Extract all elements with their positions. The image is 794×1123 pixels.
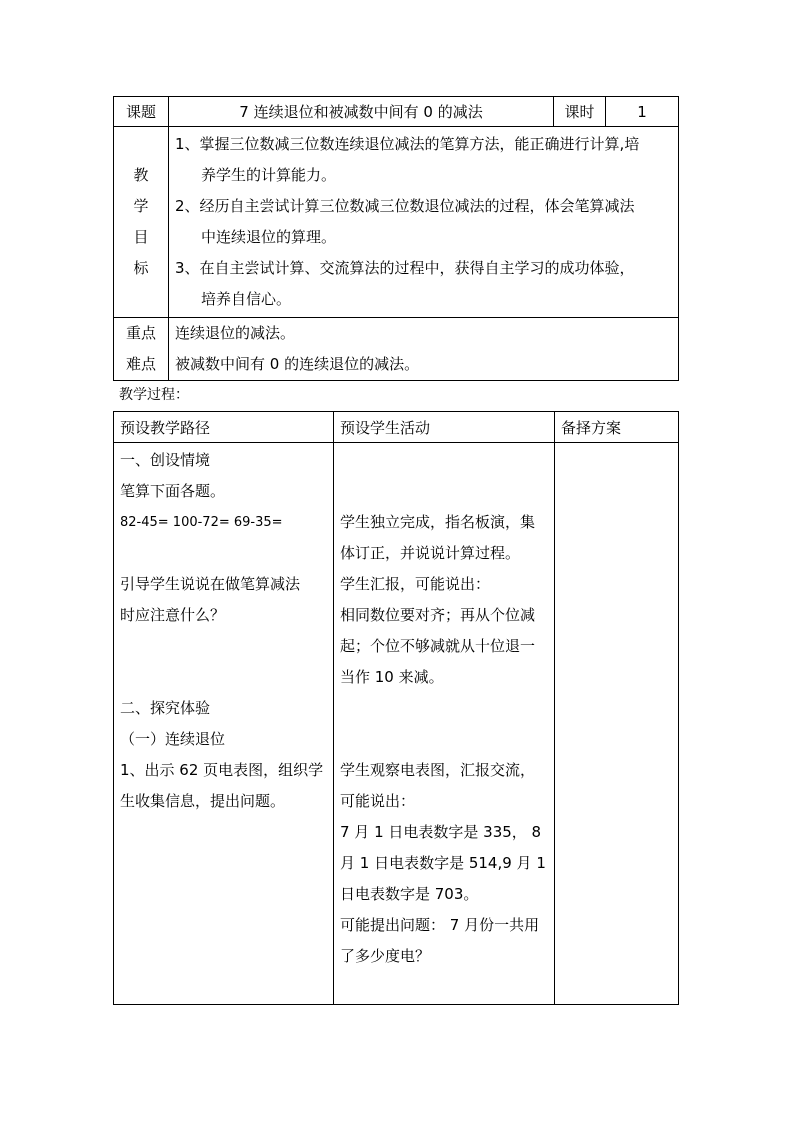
objectives-content [169, 127, 679, 318]
teacher-line: 引导学生说说在做笔算减法 [120, 575, 301, 593]
teacher-line: 82-45= 100-72= 69-35= [120, 515, 283, 530]
teacher-line: 生收集信息，提出问题。 [120, 792, 286, 810]
student-line [340, 724, 554, 755]
student-line: 了多少度电？ [340, 947, 431, 965]
teacher-line: 时应注意什么？ [120, 606, 226, 624]
objective-line: 3、在自主尝试计算、交流算法的过程中，获得自主学习的成功体验， [175, 259, 635, 277]
objective-item [169, 129, 678, 191]
objectives-label-char: 标 [133, 259, 149, 277]
header-alternative-plan: 备择方案 [555, 412, 679, 443]
teacher-line [120, 662, 333, 693]
hours-label: 课时 [554, 97, 606, 127]
teacher-line: 1、出示 62 页电表图，组织学 [120, 761, 324, 779]
objective-line: 培养自信心。 [201, 290, 292, 308]
teacher-line [120, 631, 333, 662]
teacher-line: 二、探究体验 [120, 699, 211, 717]
key-points-label [114, 318, 169, 381]
student-line: 当作 10 来减。 [340, 668, 444, 686]
student-line [340, 445, 554, 476]
student-line [340, 476, 554, 507]
student-line: 学生独立完成，指名板演，集 [340, 513, 536, 531]
header-student-activity: 预设学生活动 [334, 412, 555, 443]
student-line [340, 693, 554, 724]
objective-item [169, 191, 678, 253]
student-line: 学生汇报，可能说出： [340, 575, 491, 593]
student-line: 学生观察电表图，汇报交流， [340, 761, 536, 779]
student-line: 相同数位要对齐；再从个位减 [340, 606, 536, 624]
objectives-label-char: 学 [133, 197, 149, 215]
difficulty-label: 难点 [125, 355, 156, 373]
teacher-path-cell [114, 443, 334, 1005]
teacher-line [120, 538, 333, 569]
objectives-label-char: 教 [133, 166, 149, 184]
student-line: 可能提出问题： 7 月份一共用 [340, 916, 540, 934]
lesson-info-table [113, 96, 679, 381]
objective-line: 2、经历自主尝试计算三位数减三位数退位减法的过程，体会笔算减法 [175, 197, 635, 215]
difficulty-value: 被减数中间有 0 的连续退位的减法。 [175, 355, 420, 373]
header-teacher-path: 预设教学路径 [114, 412, 334, 443]
objectives-label [114, 127, 169, 318]
objective-line: 中连续退位的算理。 [201, 228, 337, 246]
objectives-label-char: 目 [133, 228, 149, 246]
student-line: 起；个位不够减就从十位退一 [340, 637, 536, 655]
student-activity-cell [334, 443, 555, 1005]
process-label: 教学过程： [119, 387, 189, 403]
objective-line: 养学生的计算能力。 [201, 166, 337, 184]
teacher-line: 笔算下面各题。 [120, 482, 226, 500]
key-point-value: 连续退位的减法。 [175, 324, 296, 342]
student-line: 7 月 1 日电表数字是 335， 8 [340, 823, 542, 841]
lesson-label: 课题 [114, 97, 169, 127]
teacher-line: （一）连续退位 [120, 730, 226, 748]
alternative-plan-cell [555, 443, 679, 1005]
objective-line: 1、掌握三位数减三位数连续退位减法的笔算方法，能正确进行计算,培 [175, 135, 640, 153]
student-line: 体订正，并说说计算过程。 [340, 544, 521, 562]
teacher-line: 一、创设情境 [120, 451, 211, 469]
hours-value: 1 [606, 97, 679, 127]
student-line: 日电表数字是 703。 [340, 885, 479, 903]
student-line: 可能说出： [340, 792, 416, 810]
lesson-title: 7 连续退位和被减数中间有 0 的减法 [169, 97, 554, 127]
process-table [113, 411, 679, 1005]
key-points-content [169, 318, 679, 381]
objective-item [169, 253, 678, 315]
key-point-label: 重点 [125, 324, 156, 342]
student-line: 月 1 日电表数字是 514,9 月 1 [340, 854, 546, 872]
